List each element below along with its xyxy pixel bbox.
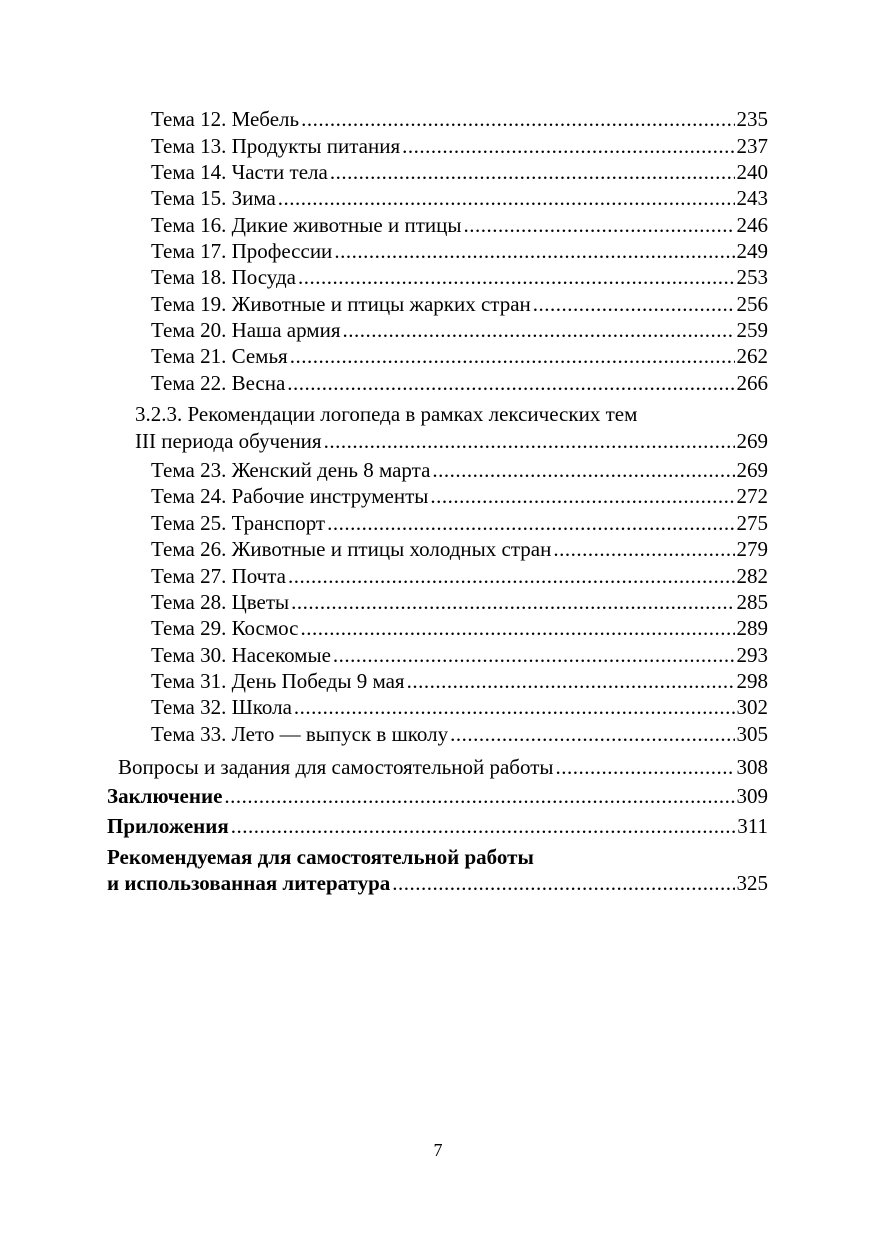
- toc-entry-title: Заключение: [107, 784, 223, 808]
- toc-entry: [151, 264, 768, 290]
- toc-entry-title: Тема 27. Почта: [151, 564, 287, 588]
- leader-dots: [342, 317, 734, 343]
- toc-entry: [151, 317, 768, 343]
- leader-dots: [287, 370, 734, 396]
- page-number: 7: [433, 1140, 443, 1160]
- toc-entry: [151, 159, 768, 185]
- leader-dots: [430, 483, 734, 509]
- toc-entry-title: Тема 18. Посуда: [151, 265, 296, 289]
- section-heading-line: 3.2.3. Рекомендации логопеда в рамках лексических тем: [135, 402, 638, 426]
- leader-dots: [463, 212, 734, 238]
- leader-dots: [330, 159, 735, 185]
- toc-entry-page: 309: [736, 784, 768, 808]
- toc-entry-page: 235: [736, 107, 768, 131]
- leader-dots: [298, 264, 735, 290]
- toc-entry-title: Тема 29. Космос: [151, 616, 299, 640]
- toc-questions-entry: [118, 754, 768, 780]
- toc-entry-title: и использованная литература: [107, 871, 391, 895]
- leader-dots: [402, 133, 734, 159]
- toc-entry: [151, 721, 768, 747]
- toc-entry-page: 272: [736, 484, 768, 508]
- toc-entry-page: 262: [736, 344, 768, 368]
- toc-conclusion-entry: [107, 783, 768, 809]
- toc-entry-title: Тема 12. Мебель: [151, 107, 300, 131]
- toc-entry-title: Тема 31. День Победы 9 мая: [151, 669, 405, 693]
- toc-section-entry: [135, 428, 768, 454]
- toc-entry-page: 279: [736, 537, 768, 561]
- toc-entry-page: 249: [736, 239, 768, 263]
- toc-entry: [151, 615, 768, 641]
- leader-dots: [392, 870, 734, 896]
- toc-entry: [151, 510, 768, 536]
- toc-entry-page: 285: [736, 590, 768, 614]
- toc-entry-page: 298: [736, 669, 768, 693]
- toc-entry-title: Тема 30. Насекомые: [151, 643, 331, 667]
- toc-entry: [151, 642, 768, 668]
- toc-entry: [151, 536, 768, 562]
- toc-entry-page: 237: [736, 134, 768, 158]
- toc-entry: [151, 563, 768, 589]
- leader-dots: [327, 510, 734, 536]
- toc-entry-page: 243: [736, 186, 768, 210]
- leader-dots: [553, 536, 734, 562]
- toc-entry-title: Тема 23. Женский день 8 марта: [151, 458, 431, 482]
- toc-entry-page: 305: [736, 722, 768, 746]
- toc-entry-title: Тема 24. Рабочие инструменты: [151, 484, 429, 508]
- toc-entry-title: Тема 33. Лето — выпуск в школу: [151, 722, 449, 746]
- toc-entry: [151, 133, 768, 159]
- leader-dots: [407, 668, 735, 694]
- toc-literature-entry: [107, 870, 768, 896]
- toc-entry: [151, 668, 768, 694]
- leader-dots: [556, 754, 735, 780]
- toc-entry-title: Тема 14. Части тела: [151, 160, 328, 184]
- toc-entry-page: 240: [736, 160, 768, 184]
- leader-dots: [224, 783, 734, 809]
- leader-dots: [291, 589, 734, 615]
- toc-entry: [151, 106, 768, 132]
- toc-entry-title: Тема 25. Транспорт: [151, 511, 326, 535]
- leader-dots: [290, 343, 735, 369]
- toc-entry-page: 302: [736, 695, 768, 719]
- leader-dots: [533, 291, 735, 317]
- literature-heading-line: Рекомендуемая для самостоятельной работы: [107, 845, 534, 869]
- toc-entry-title: Тема 32. Школа: [151, 695, 292, 719]
- toc-entry-page: 293: [736, 643, 768, 667]
- toc-entry-page: 269: [736, 429, 768, 453]
- toc-entry-title: Тема 19. Животные и птицы жарких стран: [151, 292, 531, 316]
- leader-dots: [231, 813, 736, 839]
- leader-dots: [294, 694, 735, 720]
- toc-entry-title: Приложения: [107, 814, 229, 838]
- toc-entry-page: 325: [736, 871, 768, 895]
- toc-entry-page: 311: [737, 814, 768, 838]
- leader-dots: [450, 721, 734, 747]
- toc-entry-title: Тема 21. Семья: [151, 344, 288, 368]
- toc-entry: [151, 589, 768, 615]
- toc-entry-title: III периода обучения: [135, 429, 322, 453]
- toc-entry: [151, 457, 768, 483]
- toc-entry: [151, 370, 768, 396]
- leader-dots: [334, 238, 734, 264]
- toc-entry-title: Тема 13. Продукты питания: [151, 134, 401, 158]
- toc-entry: [151, 212, 768, 238]
- toc-entry-page: 282: [736, 564, 768, 588]
- toc-entry-title: Тема 28. Цветы: [151, 590, 290, 614]
- toc-entry-title: Вопросы и задания для самостоятельной работы: [118, 755, 554, 779]
- toc-entry-page: 269: [736, 458, 768, 482]
- toc-entry-page: 259: [736, 318, 768, 342]
- toc-entry-page: 308: [736, 755, 768, 779]
- toc-entry: [151, 238, 768, 264]
- leader-dots: [324, 428, 735, 454]
- toc-entry-page: 266: [736, 371, 768, 395]
- toc-entry-title: Тема 15. Зима: [151, 186, 276, 210]
- toc-entry-title: Тема 16. Дикие животные и птицы: [151, 213, 462, 237]
- toc-entry-page: 246: [736, 213, 768, 237]
- toc-entry-title: Тема 17. Профессии: [151, 239, 333, 263]
- toc-entry-page: 289: [736, 616, 768, 640]
- toc-entry-title: Тема 20. Наша армия: [151, 318, 341, 342]
- toc-entry-page: 253: [736, 265, 768, 289]
- toc-entry-title: Тема 22. Весна: [151, 371, 286, 395]
- toc-entry: [151, 185, 768, 211]
- leader-dots: [333, 642, 735, 668]
- leader-dots: [301, 615, 735, 641]
- toc-entry-page: 256: [736, 292, 768, 316]
- toc-entry: [151, 291, 768, 317]
- toc-entry: [151, 694, 768, 720]
- leader-dots: [288, 563, 734, 589]
- toc-entry: [151, 483, 768, 509]
- leader-dots: [278, 185, 735, 211]
- toc-appendices-entry: [107, 813, 768, 839]
- toc-entry-page: 275: [736, 511, 768, 535]
- leader-dots: [432, 457, 734, 483]
- toc-entry-title: Тема 26. Животные и птицы холодных стран: [151, 537, 552, 561]
- toc-entry: [151, 343, 768, 369]
- leader-dots: [301, 106, 734, 132]
